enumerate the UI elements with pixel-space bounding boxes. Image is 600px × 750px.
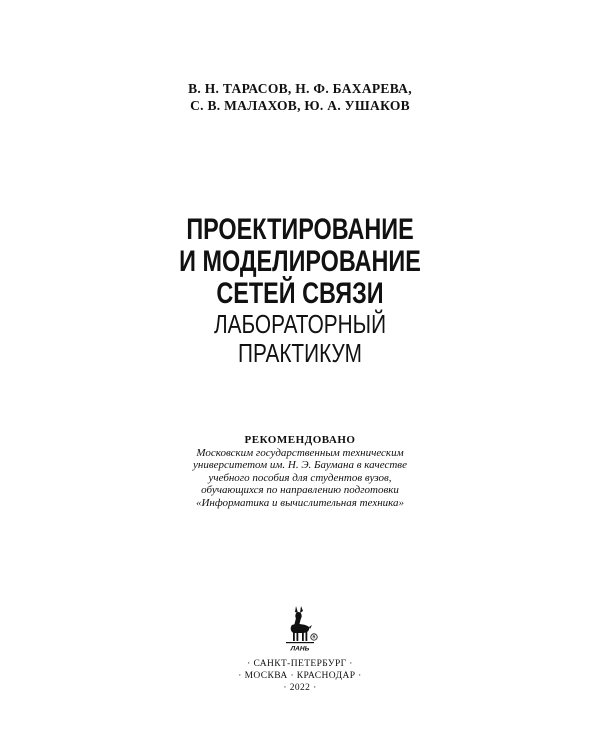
title-line-1: ПРОЕКТИРОВАНИЕ (186, 213, 414, 246)
imprint-year: · 2022 · (283, 683, 317, 693)
doe-logo-icon (280, 604, 320, 652)
recommendation-line: Московским государственным техническим (196, 446, 404, 459)
logo-wordmark: ЛАНЬ (290, 645, 310, 652)
book-title (0, 214, 600, 368)
authors-line-1: В. Н. ТАРАСОВ, Н. Ф. БАХАРЕВА, (188, 81, 412, 96)
recommendation-line: университетом им. Н. Э. Баумана в качестве (193, 459, 407, 471)
svg-text:R: R (312, 634, 316, 640)
authors-block (0, 80, 600, 114)
imprint-city-1: · САНКТ-ПЕТЕРБУРГ · (247, 659, 353, 669)
subtitle-line-2: ПРАКТИКУМ (238, 338, 362, 368)
imprint-block (0, 658, 600, 694)
title-line-2: И МОДЕЛИРОВАНИЕ (179, 245, 421, 278)
title-line-3: СЕТЕЙ СВЯЗИ (216, 277, 384, 310)
recommendation-block (0, 434, 600, 509)
recommendation-line: «Информатика и вычислительная техника» (195, 496, 405, 509)
authors-line-2: С. В. МАЛАХОВ, Ю. А. УШАКОВ (190, 98, 410, 113)
recommendation-line: обучающихся по направлению подготовки (201, 484, 399, 496)
imprint-city-2: · МОСКВА · КРАСНОДАР · (238, 671, 362, 681)
subtitle-line-1: ЛАБОРАТОРНЫЙ (213, 309, 387, 339)
recommendation-line: учебного пособия для студентов вузов, (208, 471, 392, 484)
publisher-logo-block (0, 604, 600, 657)
recommendation-heading: РЕКОМЕНДОВАНО (244, 434, 356, 446)
